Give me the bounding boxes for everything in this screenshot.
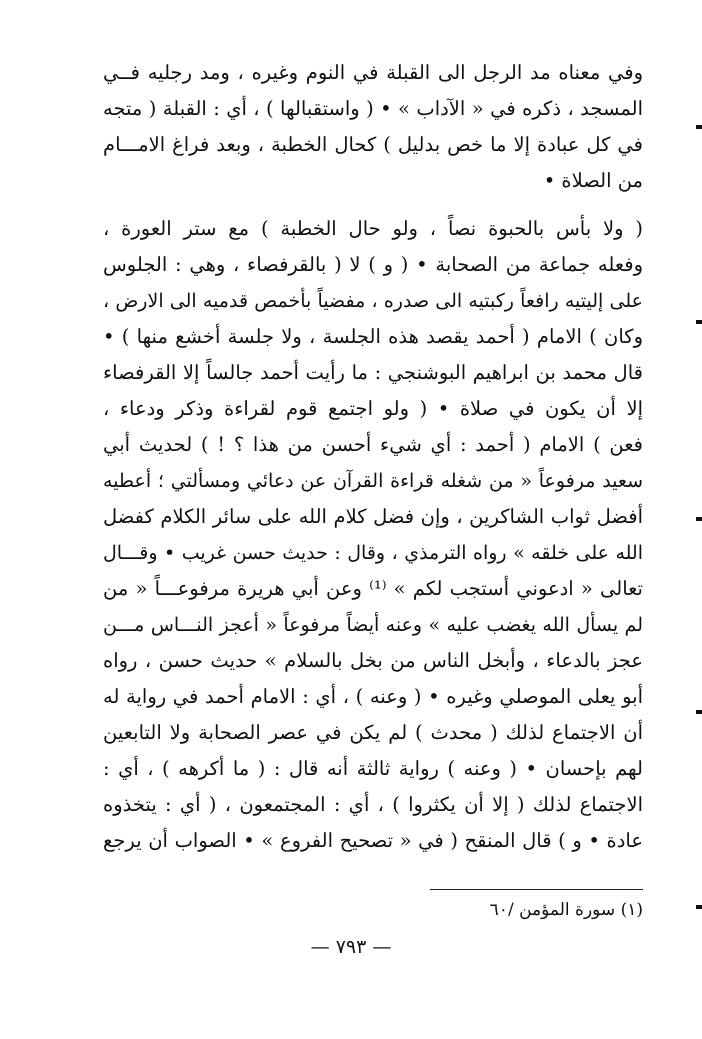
scan-edge-mark (696, 125, 702, 129)
text-line: إلا أن يكون في صلاة • ( ولو اجتمع قوم لقراءة وذكر ودعاء ، (103, 397, 643, 420)
text-line: فعن ) الامام ( أحمد : أي شيء أحسن من هذا ؟ ! ) لحديث أبي (103, 433, 643, 456)
scan-edge-mark (696, 320, 702, 324)
text-line: أن الاجتماع لذلك ( محدث ) لم يكن في عصر الصحابة ولا التابعين (103, 721, 643, 744)
text-line: ( ولا بأس بالحبوة نصاً ، ولو حال الخطبة ) مع ستر العورة ، (103, 217, 643, 240)
footnote-divider (430, 889, 643, 890)
text-line: أفضل ثواب الشاكرين ، وإن فضل كلام الله على سائر الكلام كفضل (103, 505, 643, 528)
text-line: لم يسأل الله يغضب عليه » وعنه أيضاً مرفوعاً « أعجز النـــاس مـــن (103, 614, 643, 636)
text-line: المسجد ، ذكره في « الآداب » • ( واستقبالها ) ، أي : القبلة ( متجه (103, 97, 643, 120)
text-line: الله على خلقه » رواه الترمذي ، وقال : حديث حسن غريب • وقـــال (103, 542, 643, 564)
text-line: الاجتماع لذلك ( إلا أن يكثروا ) ، أي : المجتمعون ، ( أي : يتخذوه (103, 793, 643, 816)
text-line: قال محمد بن ابراهيم البوشنجي : ما رأيت أحمد جالساً إلا القرفصاء (103, 361, 643, 384)
text-line: عجز بالدعاء ، وأبخل الناس من بخل بالسلام » حديث حسن ، رواه (103, 649, 643, 672)
text-line: وفي معناه مد الرجل الى القبلة في النوم وغيره ، ومد رجليه فــي (103, 61, 643, 84)
text-line: لهم بإحسان • ( وعنه ) رواية ثالثة أنه قال : ( ما أكرهه ) ، أي : (103, 757, 643, 780)
text-line: تعالى « ادعوني أستجب لكم » ⁽¹⁾ وعن أبي هريرة مرفوعـــاً « من (103, 577, 643, 600)
text-line: وفعله جماعة من الصحابة • ( و ) لا ( بالقرفصاء ، وهي : الجلوس (103, 253, 643, 276)
text-line: أبو يعلى الموصلي وغيره • ( وعنه ) ، أي : الامام أحمد في رواية له (103, 685, 643, 708)
text-line: وكان ) الامام ( أحمد يقصد هذه الجلسة ، ولا جلسة أخشع منها ) • (103, 325, 643, 348)
text-line: على إليتيه رافعاً ركبتيه الى صدره ، مفضياً بأخمص قدميه الى الارض ، (103, 290, 643, 312)
scan-edge-mark (696, 710, 702, 714)
text-line: عادة • و ) قال المنقح ( في « تصحيح الفروع » • الصواب أن يرجع (103, 829, 643, 852)
scan-edge-mark (696, 905, 702, 909)
text-line: سعيد مرفوعاً « من شغله قراءة القرآن عن دعائي ومسألتي ؛ أعطيه (103, 470, 643, 492)
text-line: في كل عبادة إلا ما خص بدليل ) كحال الخطبة ، وبعد فراغ الامـــام (103, 133, 643, 156)
page-number: — ٧٩٣ — (310, 936, 392, 958)
text-line: من الصلاة • (543, 169, 643, 192)
scan-edge-mark (696, 517, 702, 521)
footnote: (١) سورة المؤمن /٦٠ (489, 900, 643, 920)
